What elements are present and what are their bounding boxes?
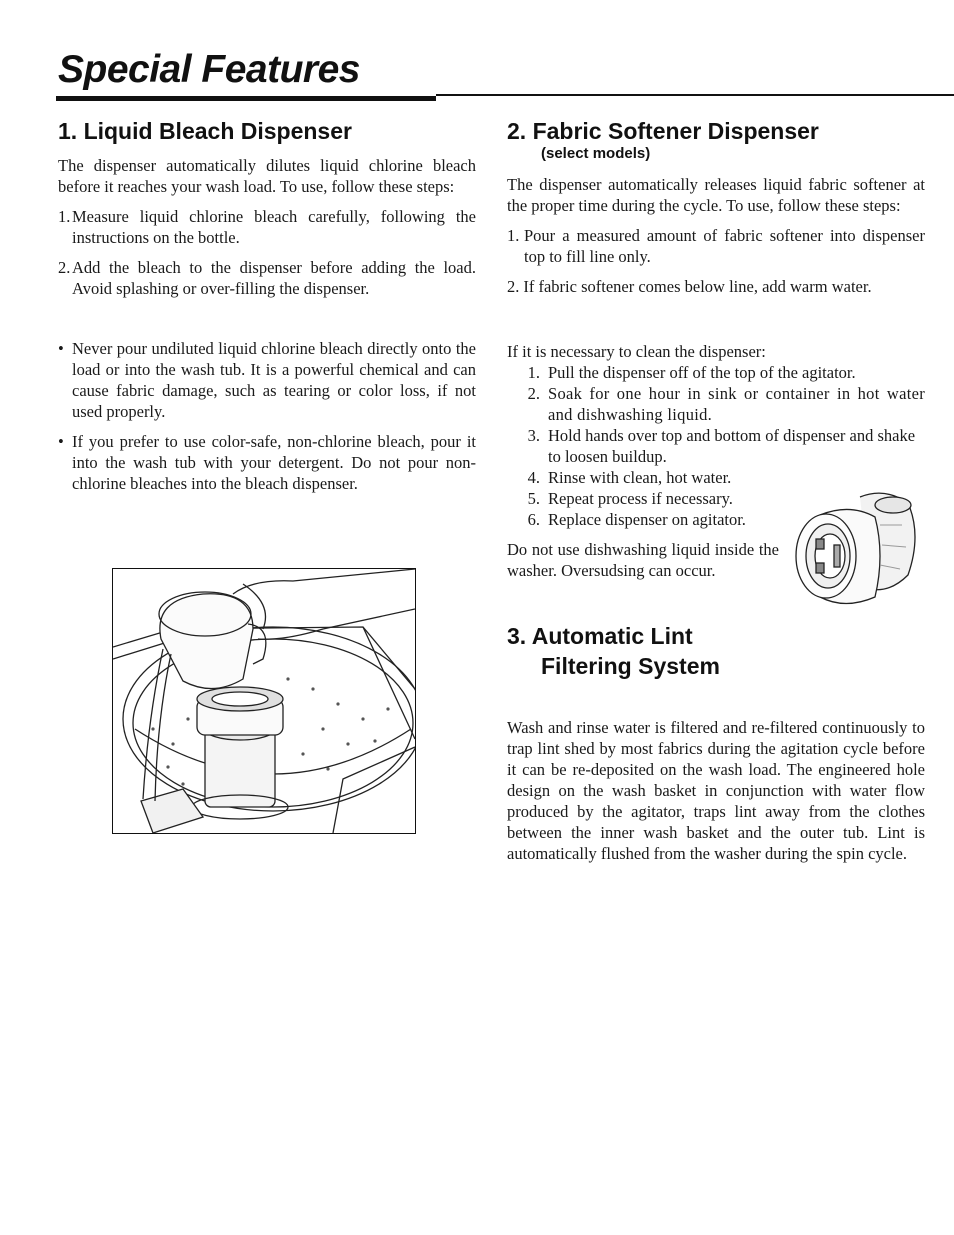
bleach-heading: 1. Liquid Bleach Dispenser — [58, 118, 352, 144]
title-rule-thin — [436, 94, 954, 96]
cleaning-step: 1. Pull the dispenser off of the top of the agitator. — [527, 363, 856, 382]
cleaning-step: 5. Repeat process if necessary. — [527, 489, 733, 508]
cleaning-step: 6. Replace dispenser on agitator. — [527, 510, 746, 529]
lint-body: Wash and rinse water is filtered and re-filtered continuously to trap lint shed by most fabrics during the agitation cycle before it can be re-deposited on the wash load. The engineered hole design on the wash basket in conjunction with water flow produced by the agitator, traps lint away from the clothes between the inner wash basket and the outer tub. Lint is automatically flushed from the washer during the spin cycle. — [507, 718, 925, 863]
lint-heading: 3. Automatic Lint Filtering System — [507, 623, 720, 679]
softener-step: 2. If fabric softener comes below line, add warm water. — [507, 277, 872, 296]
softener-intro: The dispenser automatically releases liquid fabric softener at the proper time during the cycle. To use, follow these steps: — [507, 175, 925, 215]
bleach-step: 1. Measure liquid chlorine bleach carefully, following the instructions on the bottle. — [58, 207, 476, 247]
bleach-bullet: • If you prefer to use color-safe, non-chlorine bleach, pour it into the wash tub with your detergent. Do not pour non-chlorine bleaches into the bleach dispenser. — [58, 432, 476, 493]
cleaning-step: 2. Soak for one hour in sink or container in hot water and dishwashing liquid. — [527, 384, 925, 424]
pouring-bleach-illustration — [112, 568, 416, 834]
bleach-bullet: • Never pour undiluted liquid chlorine bleach directly onto the load or into the wash tub. It is a powerful chemical and can cause fabric damage, such as tearing or color loss, if not used properly. — [58, 339, 476, 421]
softener-heading: 2. Fabric Softener Dispenser — [507, 118, 819, 144]
page-title: Special Features — [58, 48, 360, 91]
washer-tub-drawing — [113, 569, 415, 833]
bleach-intro: The dispenser automatically dilutes liquid chlorine bleach before it reaches your wash load. To use, follow these steps: — [58, 156, 476, 196]
softener-step: 1. Pour a measured amount of fabric softener into dispenser top to fill line only. — [507, 226, 925, 266]
bleach-section — [58, 116, 476, 494]
cleaning-warning: Do not use dishwashing liquid inside the washer. Oversudsing can occur. — [507, 540, 779, 580]
cleaning-intro: If it is necessary to clean the dispenser: — [507, 342, 766, 361]
cleaning-step: 3. Hold hands over top and bottom of dispenser and shake to loosen buildup. — [527, 426, 916, 466]
bleach-step: 2. Add the bleach to the dispenser before adding the load. Avoid splashing or over-filling the dispenser. — [58, 258, 476, 298]
dispenser-cup-drawing — [790, 485, 920, 610]
title-rule-thick — [56, 96, 436, 101]
cleaning-step: 4. Rinse with clean, hot water. — [527, 468, 732, 487]
softener-subheading: (select models) — [541, 145, 651, 162]
softener-dispenser-illustration — [790, 485, 920, 610]
